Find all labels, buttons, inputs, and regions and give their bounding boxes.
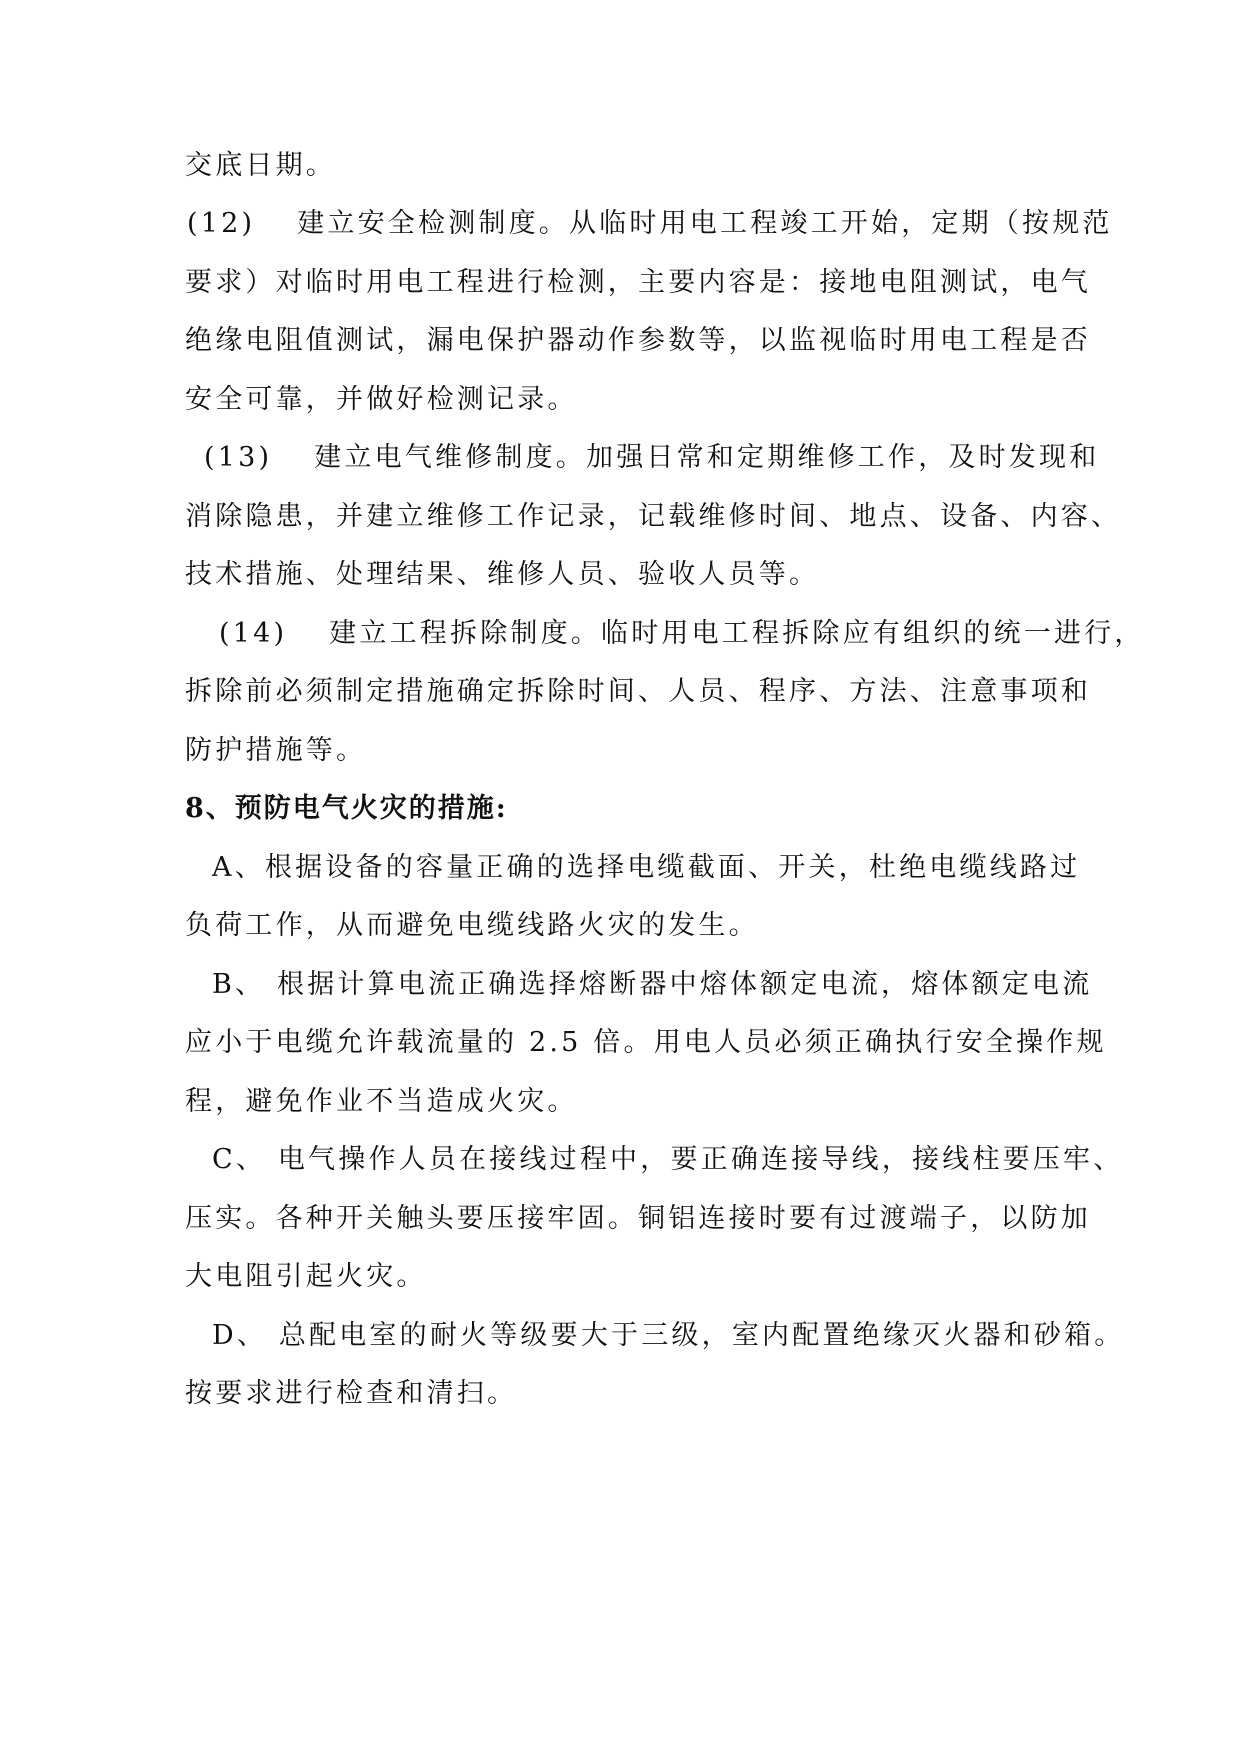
item-b-line-3: 程，避免作业不当造成火灾。 <box>185 1086 578 1117</box>
item-c-line-2: 压实。各种开关触头要压接牢固。铜铝连接时要有过渡端子，以防加 <box>185 1203 1091 1234</box>
clause-12-line-3: 绝缘电阻值测试，漏电保护器动作参数等，以监视临时用电工程是否 <box>185 325 1091 356</box>
clause-13-line-3: 技术措施、处理结果、维修人员、验收人员等。 <box>185 559 820 590</box>
item-d-line-2: 按要求进行检查和清扫。 <box>185 1378 518 1409</box>
clause-12-line-2: 要求）对临时用电工程进行检测，主要内容是：接地电阻测试，电气 <box>185 267 1091 298</box>
clause-13-line-2: 消除隐患，并建立维修工作记录，记载维修时间、地点、设备、内容、 <box>185 501 1122 532</box>
item-a-line-1: A、根据设备的容量正确的选择电缆截面、开关，杜绝电缆线路过 <box>212 852 1081 883</box>
clause-13-line-1: (13) 建立电气维修制度。加强日常和定期维修工作，及时发现和 <box>204 442 1100 473</box>
clause-14-line-1: (14) 建立工程拆除制度。临时用电工程拆除应有组织的统一进行， <box>219 618 1145 649</box>
item-d-line-1: D、 总配电室的耐火等级要大于三级，室内配置绝缘灭火器和砂箱。 <box>212 1320 1125 1351</box>
clause-14-line-3: 防护措施等。 <box>185 735 367 766</box>
item-b-line-2: 应小于电缆允许载流量的 2.5 倍。用电人员必须正确执行安全操作规 <box>185 1027 1107 1058</box>
item-a-line-2: 负荷工作，从而避免电缆线路火灾的发生。 <box>185 910 759 941</box>
section-heading: 8、预防电气火灾的措施: <box>185 793 508 824</box>
item-c-line-1: C、 电气操作人员在接线过程中，要正确连接导线，接线柱要压牢、 <box>212 1144 1124 1175</box>
clause-12-line-4: 安全可靠，并做好检测记录。 <box>185 384 578 415</box>
clause-14-line-2: 拆除前必须制定措施确定拆除时间、人员、程序、方法、注意事项和 <box>185 676 1091 707</box>
text-line: 交底日期。 <box>185 150 336 181</box>
item-b-line-1: B、 根据计算电流正确选择熔断器中熔体额定电流，熔体额定电流 <box>212 969 1093 1000</box>
item-c-line-3: 大电阻引起火灾。 <box>185 1261 427 1292</box>
clause-12-line-1: (12) 建立安全检测制度。从临时用电工程竣工开始，定期（按规范 <box>187 208 1113 239</box>
